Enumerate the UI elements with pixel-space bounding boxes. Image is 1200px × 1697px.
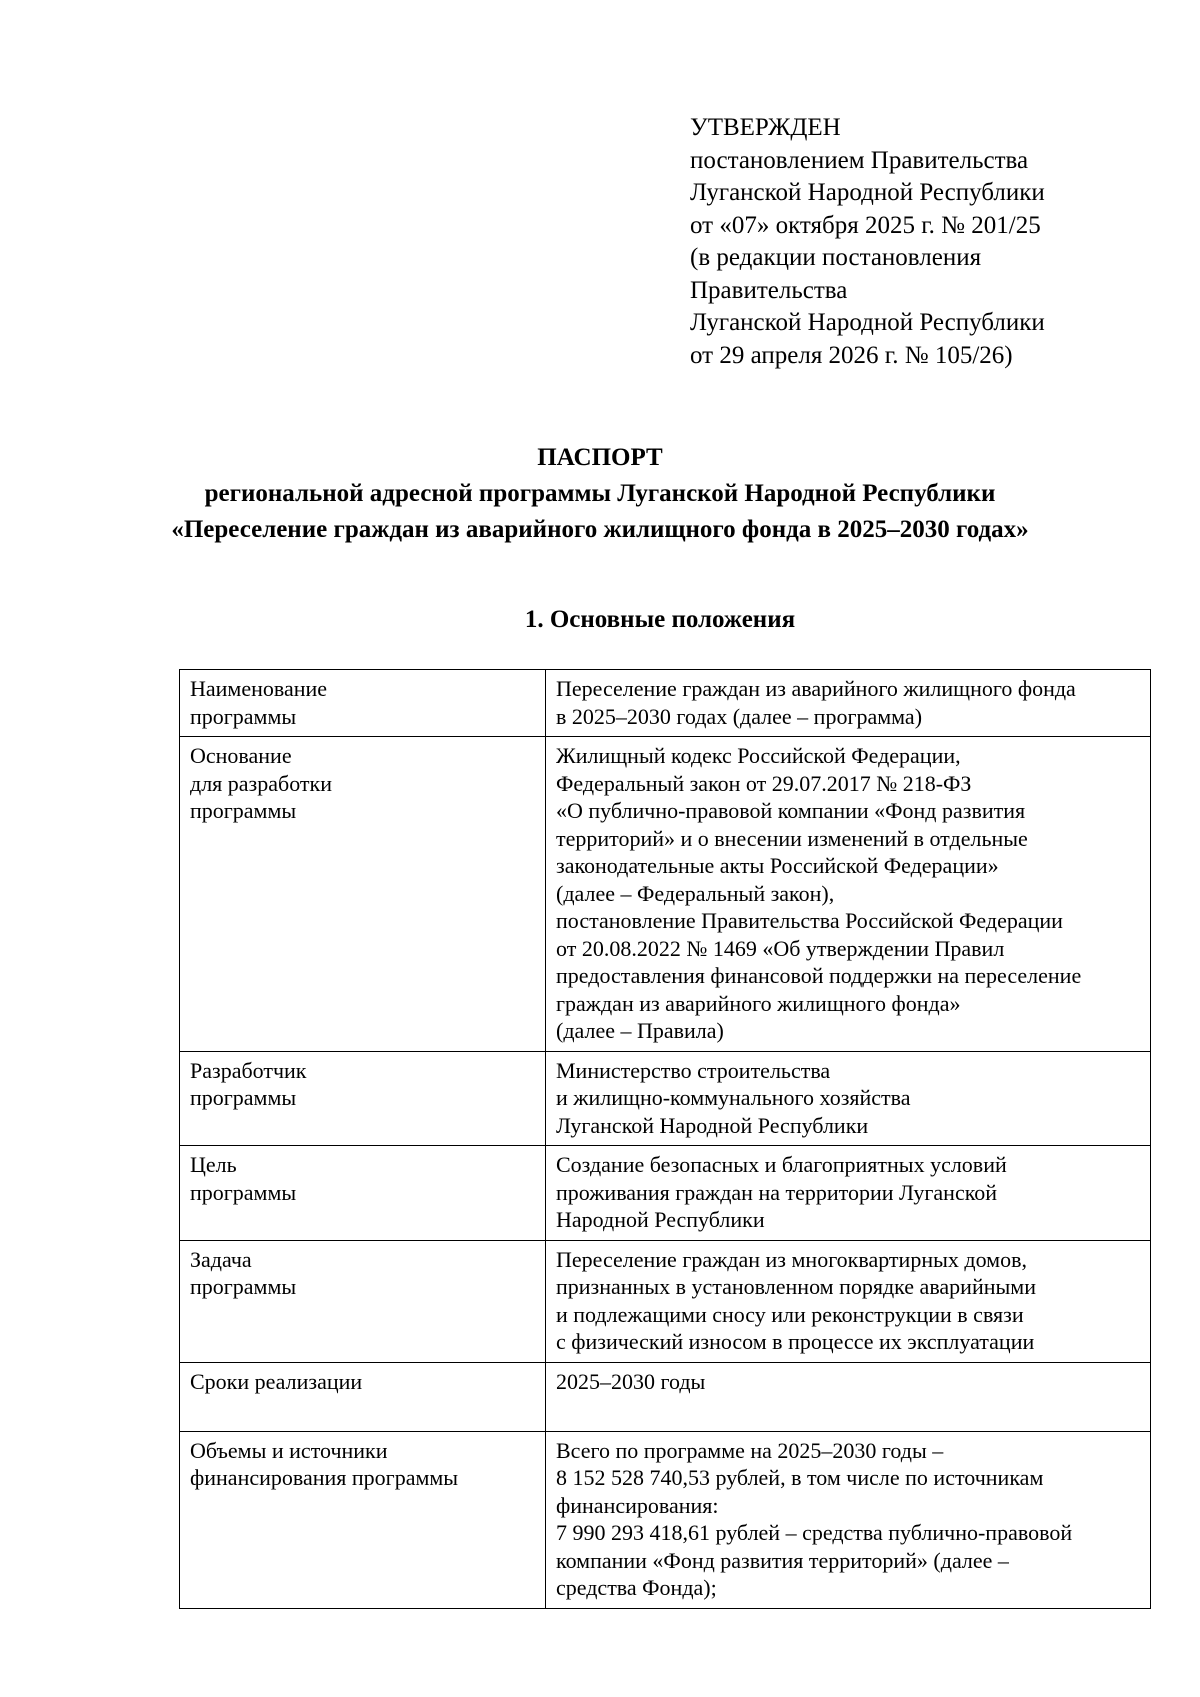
table-row (180, 1240, 1151, 1362)
value-cell (546, 1431, 1151, 1608)
label-cell (180, 1146, 546, 1241)
label-line: Объемы и источники (190, 1437, 388, 1463)
approval-line: от 29 апреля 2026 г. № 105/26) (690, 341, 1013, 369)
label-cell (180, 1431, 546, 1608)
table-row (180, 1362, 1151, 1431)
value-line: Переселение граждан из аварийного жилищного фонда (556, 676, 1076, 701)
value-line: Всего по программе на 2025–2030 годы – (556, 1437, 944, 1463)
value-line: от 20.08.2022 № 1469 «Об утверждении Правил (556, 935, 1005, 961)
approval-line: постановлением Правительства (690, 146, 1029, 174)
value-line: 2025–2030 годы (556, 1368, 706, 1394)
table-row (180, 670, 1151, 737)
table-row (180, 1146, 1151, 1241)
label-line: программы (190, 1274, 297, 1299)
label-line: программы (190, 1085, 297, 1110)
value-cell (546, 737, 1151, 1052)
value-cell (546, 670, 1151, 737)
label-line: Задача (190, 1246, 252, 1272)
value-line: проживания граждан на территории Луганской (556, 1179, 998, 1205)
document-title (0, 440, 1200, 548)
value-cell (546, 1362, 1151, 1431)
label-line: Сроки реализации (190, 1368, 363, 1394)
approval-stamp (690, 112, 1045, 372)
value-line: Народной Республики (556, 1207, 765, 1232)
value-cell (546, 1146, 1151, 1241)
value-line: «О публично-правовой компании «Фонд развития (556, 798, 1026, 823)
value-line: финансирования: (556, 1492, 719, 1518)
table-row (180, 1051, 1151, 1146)
value-line: граждан из аварийного жилищного фонда» (556, 990, 961, 1016)
value-line: Федеральный закон от 29.07.2017 № 218-ФЗ (556, 770, 972, 796)
approval-line: Правительства (690, 276, 848, 304)
label-cell (180, 1362, 546, 1431)
label-line: Разработчик (190, 1057, 307, 1083)
value-line: (далее – Правила) (556, 1018, 724, 1043)
value-line: и жилищно-коммунального хозяйства (556, 1085, 911, 1110)
label-line: для разработки (190, 770, 332, 796)
value-line: предоставления финансовой поддержки на переселение (556, 963, 1082, 988)
table-row (180, 737, 1151, 1052)
value-line: Министерство строительства (556, 1057, 831, 1083)
approval-line: УТВЕРЖДЕН (690, 114, 841, 141)
value-line: Луганской Народной Республики (556, 1112, 869, 1138)
label-line: программы (190, 1179, 297, 1205)
label-line: Цель (190, 1152, 237, 1177)
passport-table (179, 669, 1151, 1609)
section-heading: 1. Основные положения (524, 606, 796, 633)
value-line: Жилищный кодекс Российской Федерации, (556, 743, 961, 768)
approval-line: от «07» октября 2025 г. № 201/25 (690, 211, 1041, 239)
label-cell (180, 1051, 546, 1146)
label-cell (180, 670, 546, 737)
label-line: финансирования программы (190, 1465, 459, 1490)
value-line: (далее – Федеральный закон), (556, 880, 835, 906)
label-cell (180, 1240, 546, 1362)
value-line: постановление Правительства Российской Федерации (556, 908, 1063, 933)
approval-line: Луганской Народной Республики (690, 309, 1045, 336)
value-line: средства Фонда); (556, 1575, 717, 1600)
label-cell (180, 737, 546, 1052)
approval-line: (в редакции постановления (690, 244, 982, 271)
label-line: программы (190, 798, 297, 823)
value-line: Создание безопасных и благоприятных условий (556, 1152, 1007, 1177)
value-line: компании «Фонд развития территорий» (далее – (556, 1547, 1009, 1573)
value-line: законодательные акты Российской Федерации» (556, 853, 999, 878)
value-line: признанных в установленном порядке аварийными (556, 1274, 1036, 1299)
title-line-1: ПАСПОРТ (537, 444, 663, 471)
value-line: 7 990 293 418,61 рублей – средства публично-правовой (556, 1520, 1073, 1545)
value-cell (546, 1240, 1151, 1362)
label-line: программы (190, 703, 297, 729)
value-line: 8 152 528 740,53 рублей, в том числе по источникам (556, 1465, 1044, 1490)
title-line-2: региональной адресной программы Луганской Народной Республики (204, 480, 996, 507)
title-line-3: «Переселение граждан из аварийного жилищного фонда в 2025–2030 годах» (171, 516, 1029, 543)
table-row (180, 1431, 1151, 1608)
value-line: территорий» и о внесении изменений в отдельные (556, 825, 1028, 851)
value-line: в 2025–2030 годах (далее – программа) (556, 703, 923, 729)
label-line: Наименование (190, 676, 328, 701)
value-cell (546, 1051, 1151, 1146)
value-line: Переселение граждан из многоквартирных домов, (556, 1246, 1027, 1272)
value-line: и подлежащими сносу или реконструкции в связи (556, 1301, 1024, 1327)
value-line: с физический износом в процессе их эксплуатации (556, 1329, 1035, 1354)
approval-line: Луганской Народной Республики (690, 179, 1045, 206)
label-line: Основание (190, 743, 292, 768)
